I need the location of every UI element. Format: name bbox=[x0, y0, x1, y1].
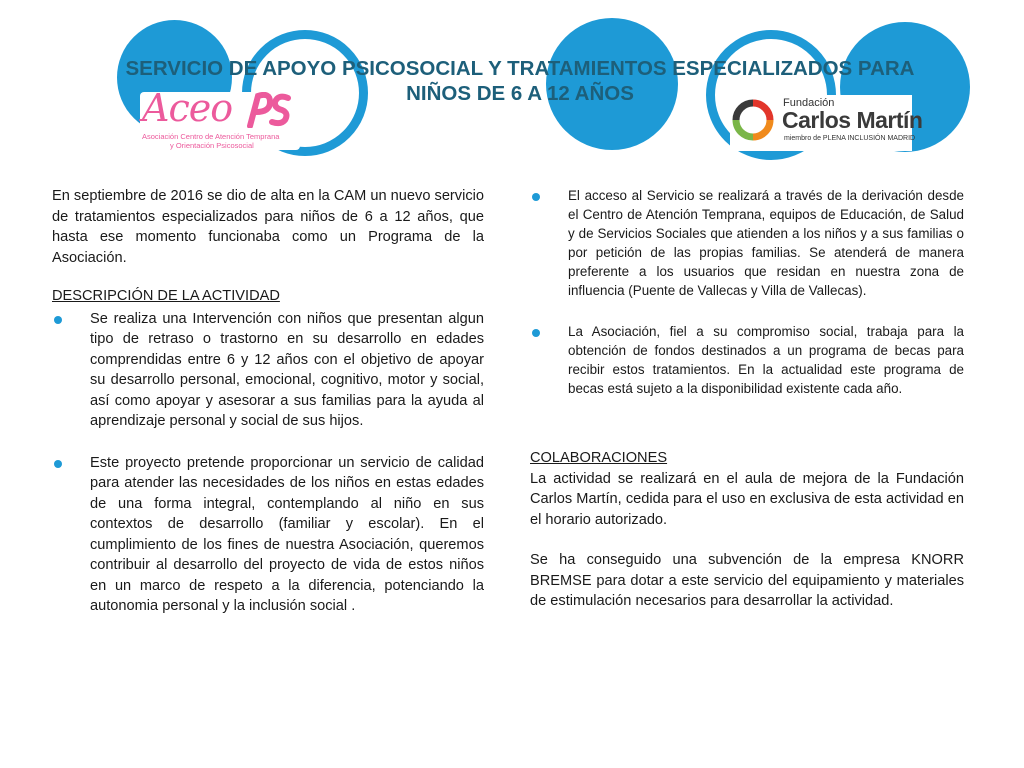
right-bullet-2 bbox=[530, 322, 964, 398]
page-title bbox=[60, 56, 980, 106]
carlos-martin-fundacion-label: Fundación bbox=[783, 97, 835, 109]
page-title-line-1: SERVICIO DE APOYO PSICOSOCIAL Y TRATAMIENTOS ESPECIALIZADOS PARA bbox=[125, 57, 915, 80]
aceops-tagline-2: y Orientación Psicosocial bbox=[170, 141, 254, 150]
left-column bbox=[52, 186, 484, 617]
page-title-line-2: NIÑOS DE 6 A 12 AÑOS bbox=[406, 82, 634, 105]
bullet-dot-icon bbox=[54, 460, 62, 468]
right-bullet-1 bbox=[530, 186, 964, 300]
right-bullet-1-text: El acceso al Servicio se realizará a través de la derivación desde el Centro de Atención Temprana, equipos de Educación, de Salud y de Servicios Sociales que atienden a los niños y a sus familias o por petición de las propias familias. Se atenderá de manera preferente a los usuarios que residan en nuestra zona de influencia (Puente de Vallecas y Villa de Vallecas). bbox=[568, 188, 964, 298]
intro-paragraph: En septiembre de 2016 se dio de alta en la CAM un nuevo servicio de tratamientos especializados para niños de 6 a 12 años, que hasta ese momento funcionaba como un Programa de la Asociación. bbox=[52, 188, 484, 266]
aceops-logo-word: Aceo bbox=[142, 86, 233, 130]
bullet-dot-icon bbox=[532, 193, 540, 201]
colaboraciones-paragraph-2: Se ha conseguido una subvención de la empresa KNORR BREMSE para dotar a este servicio del equipamiento y materiales de estimulación necesarios para desarrollar la actividad. bbox=[530, 552, 964, 609]
right-bullet-2-text: La Asociación, fiel a su compromiso social, trabaja para la obtención de fondos destinados a un programa de becas para recibir estos tratamientos. En la actualidad este programa de becas está sujeto a la disponibilidad existente cada año. bbox=[568, 324, 964, 396]
left-bullet-2-text: Este proyecto pretende proporcionar un servicio de calidad para atender las necesidades de los niños en estas edades de una forma integral, contemplando al niño en sus contextos de desarrollo (familiar y escolar). En el cumplimiento de los fines de nuestra Asociación, queremos contribuir al desarrollo del proyecto de vida de estos niños en un marco de respeto a la diferencia, potenciando la autonomia personal y la inclusión social . bbox=[90, 454, 484, 614]
activity-description-heading: DESCRIPCIÓN DE LA ACTIVIDAD bbox=[52, 288, 280, 304]
colaboraciones-paragraph-1: La actividad se realizará en el aula de mejora de la Fundación Carlos Martín, cedida para el uso en exclusiva de esta actividad en el horario autorizado. bbox=[530, 470, 964, 528]
right-column bbox=[530, 186, 964, 612]
carlos-martin-subtitle: miembro de PLENA INCLUSIÓN MADRID bbox=[784, 135, 916, 142]
bullet-dot-icon bbox=[532, 329, 540, 337]
carlos-martin-name: Carlos Martín bbox=[782, 107, 923, 133]
left-bullet-2 bbox=[52, 453, 484, 617]
aceops-tagline-1: Asociación Centro de Atención Temprana bbox=[142, 132, 280, 141]
left-bullet-1 bbox=[52, 309, 484, 432]
colaboraciones-heading: COLABORACIONES bbox=[530, 450, 668, 466]
left-bullet-1-text: Se realiza una Intervención con niños que presentan algun tipo de retraso o trastorno en su desarrollo en edades comprendidas entre 6 y 12 años con el objetivo de apoyar su desarrollo personal, emocional, cognitivo, motor y social, así como apoyar y asesorar a sus familias para la ayuda al aprendizaje personal y social de sus hijos. bbox=[90, 310, 484, 429]
bullet-dot-icon bbox=[54, 316, 62, 324]
